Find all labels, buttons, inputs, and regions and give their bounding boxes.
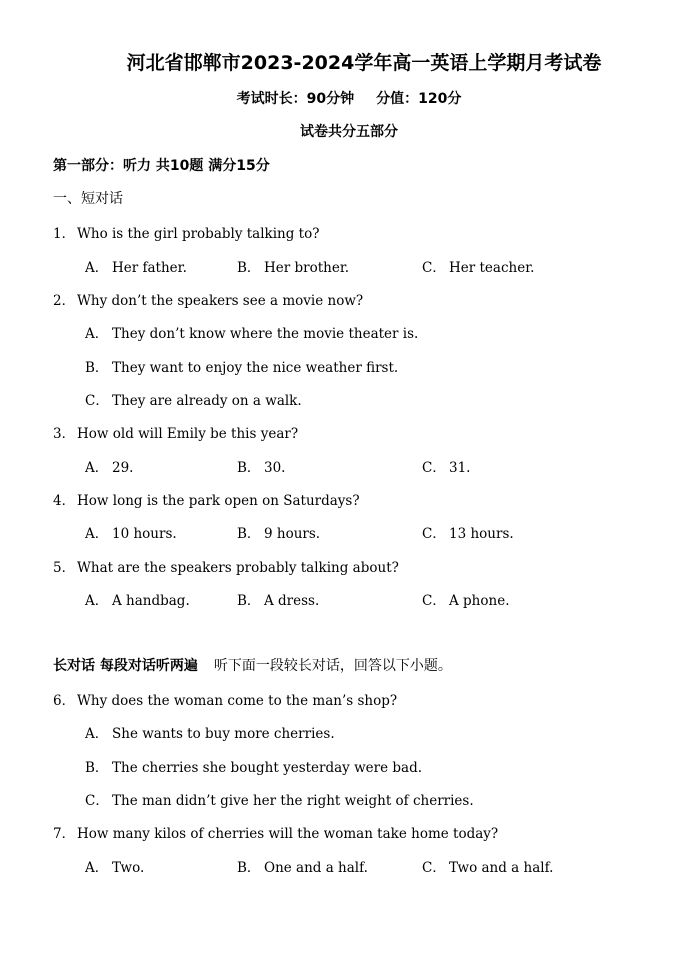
option-2c: C． They are already on a walk. bbox=[85, 393, 302, 409]
question-5 bbox=[53, 556, 399, 576]
question-2 bbox=[53, 289, 363, 309]
option-7c: C． Two and a half. bbox=[422, 860, 554, 876]
subsection-short-dialogues: 一、短对话 bbox=[53, 191, 123, 207]
option-3b: B． 30. bbox=[237, 460, 286, 476]
option-4c: C． 13 hours. bbox=[422, 526, 514, 542]
option-5a: A． A handbag. bbox=[85, 593, 190, 609]
option-2b: B． They want to enjoy the nice weather first. bbox=[85, 360, 399, 376]
question-text: How many kilos of cherries will the woman take home today? bbox=[77, 826, 499, 842]
option-7b: B． One and a half. bbox=[237, 860, 368, 876]
question-text: Why don’t the speakers see a movie now? bbox=[77, 293, 364, 309]
option-5c: C． A phone. bbox=[422, 593, 510, 609]
option-1b: B． Her brother. bbox=[237, 260, 350, 276]
option-5b: B． A dress. bbox=[237, 593, 320, 609]
option-4b: B． 9 hours. bbox=[237, 526, 321, 542]
question-text: What are the speakers probably talking about? bbox=[77, 560, 399, 576]
question-number: 6． bbox=[53, 693, 76, 709]
option-1a: A． Her father. bbox=[85, 260, 187, 276]
exam-duration: 考试时长：90分钟 bbox=[236, 91, 355, 107]
question-number: 3． bbox=[53, 426, 76, 442]
question-number: 2． bbox=[53, 293, 76, 309]
exam-title: 河北省邯郸市2023-2024学年高一英语上学期月考试卷 bbox=[126, 52, 602, 74]
option-3c: C． 31. bbox=[422, 460, 471, 476]
section-heading-listening: 第一部分：听力 共10题 满分15分 bbox=[53, 158, 270, 174]
section-heading-long-dialogues: 长对话 每段对话听两遍 听下面一段较长对话，回答以下小题。 bbox=[53, 658, 452, 674]
question-7 bbox=[53, 822, 498, 842]
option-2a: A． They don’t know where the movie theater is. bbox=[85, 326, 419, 342]
option-6c: C． The man didn’t give her the right weight of cherries. bbox=[85, 793, 474, 809]
exam-parts-note: 试卷共分五部分 bbox=[300, 124, 398, 140]
question-text: How old will Emily be this year? bbox=[77, 426, 299, 442]
option-3a: A． 29. bbox=[85, 460, 134, 476]
option-1c: C． Her teacher. bbox=[422, 260, 535, 276]
option-4a: A． 10 hours. bbox=[85, 526, 177, 542]
question-text: How long is the park open on Saturdays? bbox=[77, 493, 360, 509]
exam-score: 分值：120分 bbox=[376, 91, 462, 107]
question-number: 7． bbox=[53, 826, 76, 842]
question-6 bbox=[53, 689, 397, 709]
question-number: 4． bbox=[53, 493, 76, 509]
option-6b: B． The cherries she bought yesterday were bad. bbox=[85, 760, 422, 776]
question-1 bbox=[53, 222, 319, 242]
option-7a: A． Two. bbox=[85, 860, 145, 876]
question-3 bbox=[53, 422, 298, 442]
option-6a: A． She wants to buy more cherries. bbox=[85, 726, 335, 742]
question-number: 1． bbox=[53, 226, 76, 242]
question-text: Why does the woman come to the man’s shop? bbox=[77, 693, 398, 709]
question-text: Who is the girl probably talking to? bbox=[77, 226, 320, 242]
exam-meta bbox=[0, 88, 688, 108]
question-number: 5． bbox=[53, 560, 76, 576]
question-4 bbox=[53, 489, 360, 509]
